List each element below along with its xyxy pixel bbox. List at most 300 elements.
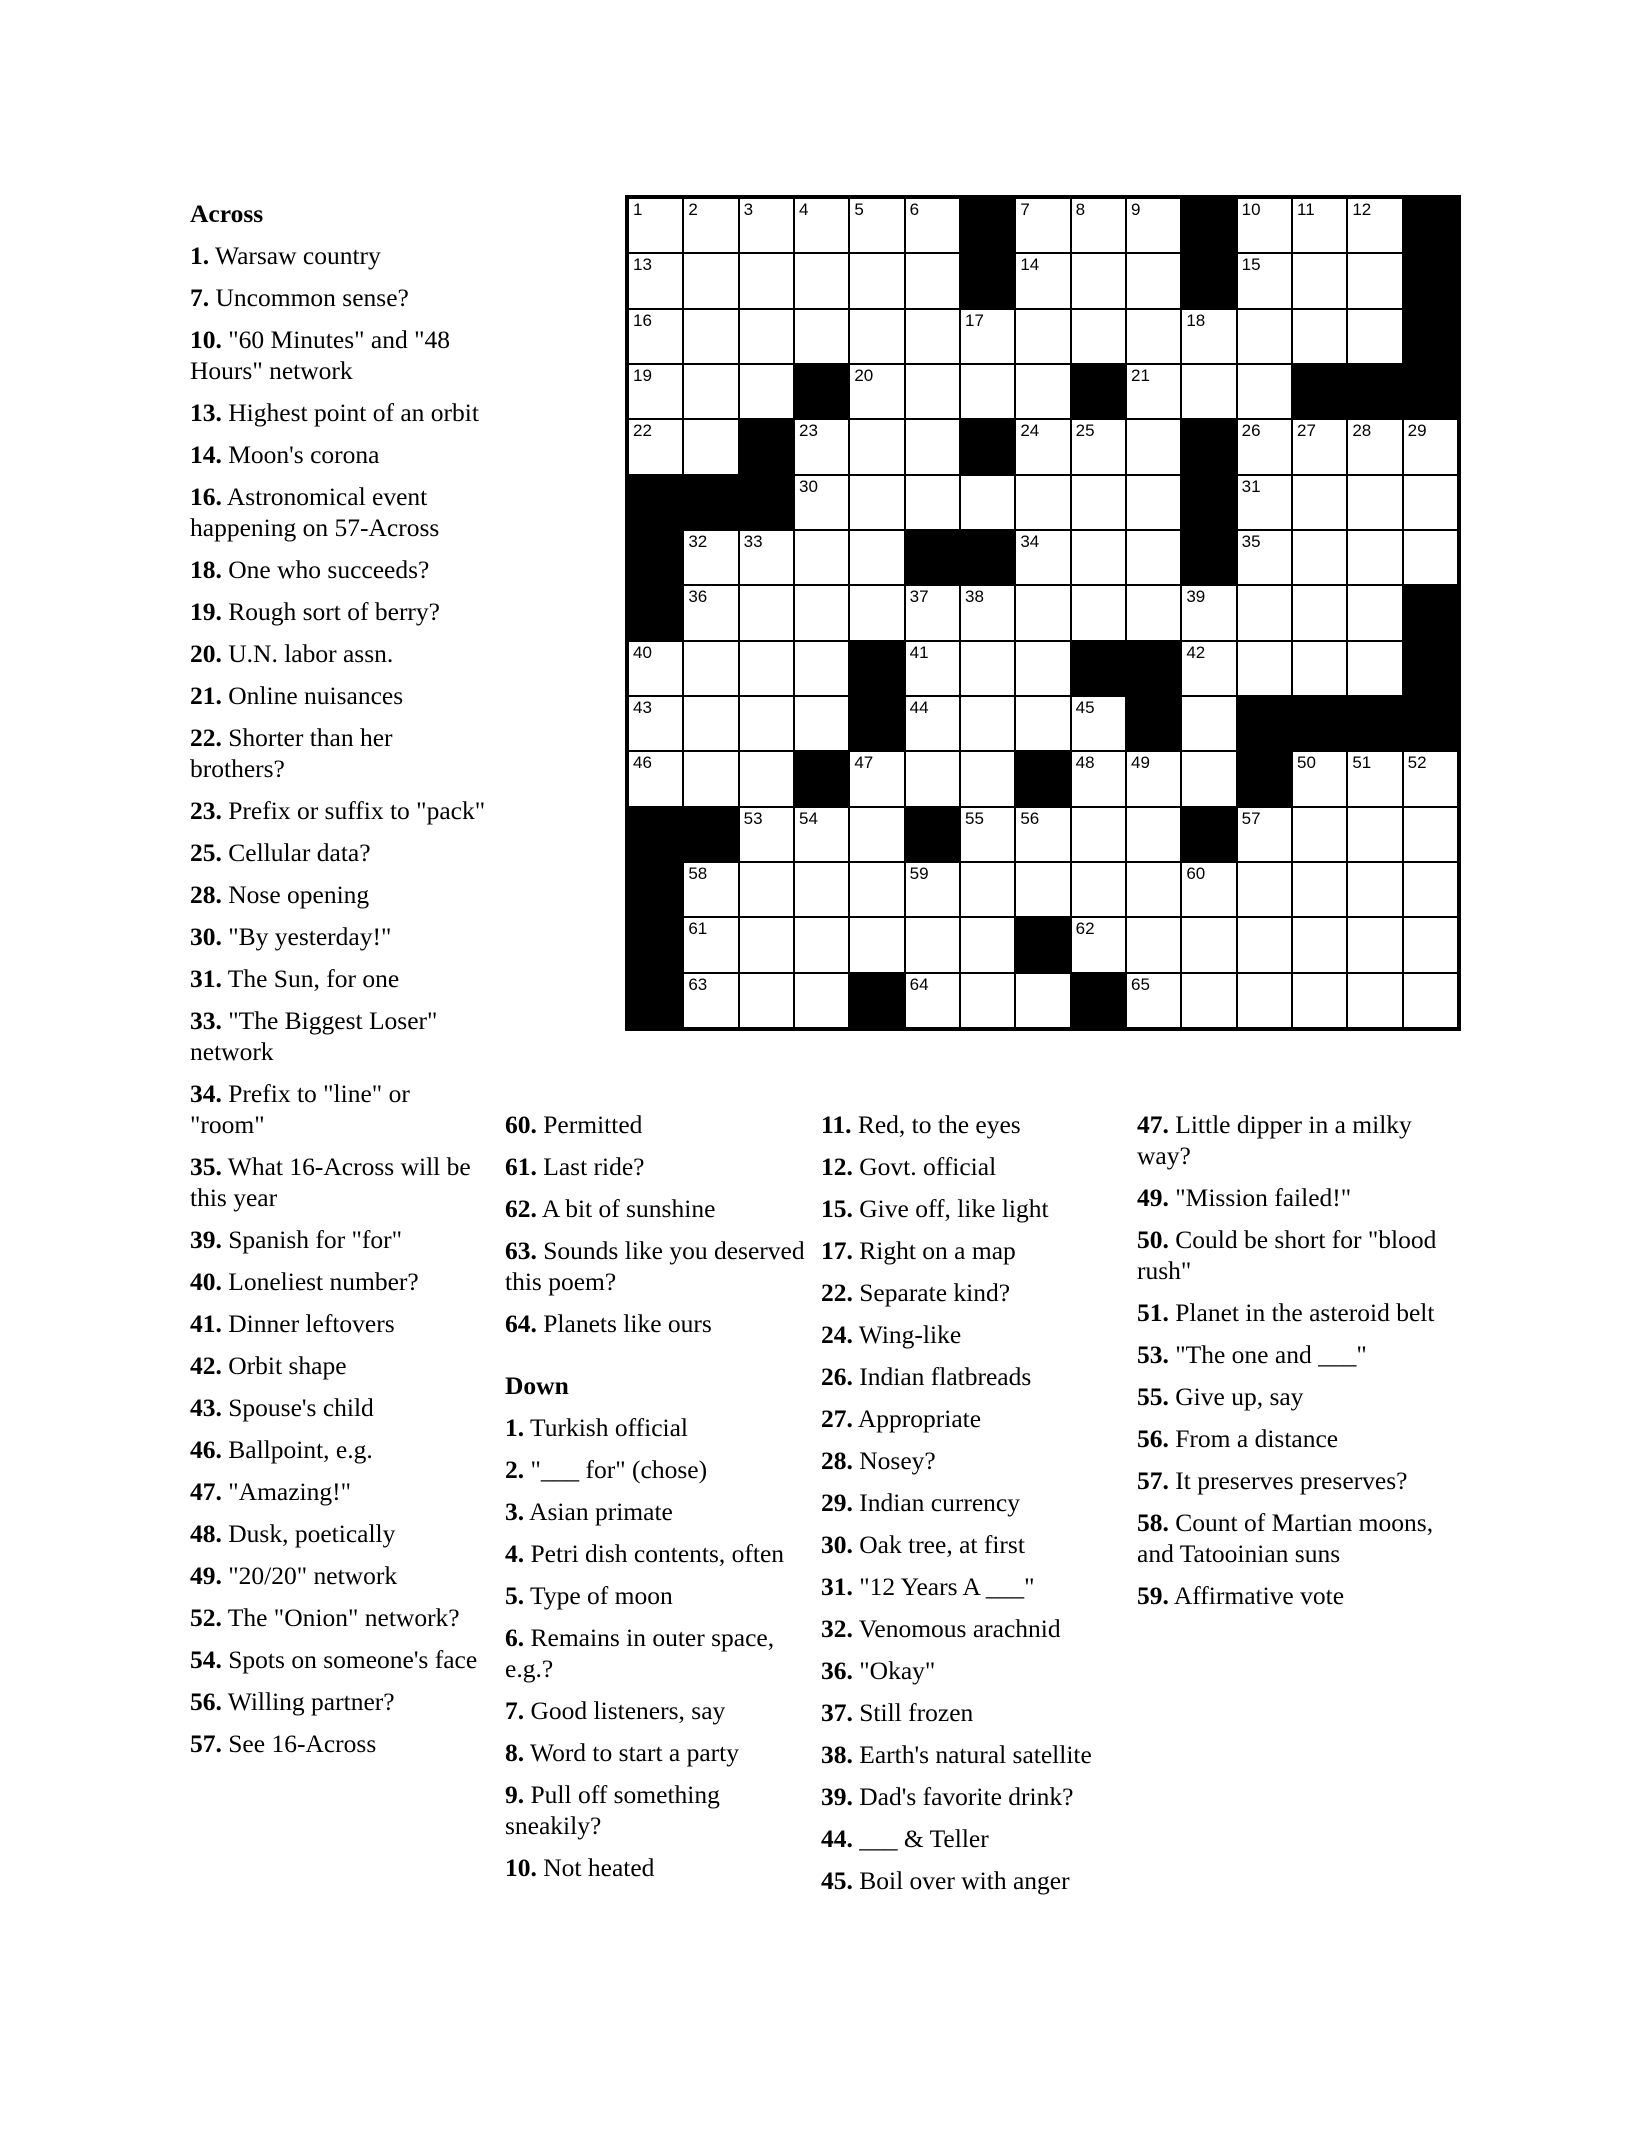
grid-cell[interactable] [683,862,738,917]
across-clue [190,324,490,386]
black-square [905,530,960,585]
grid-cell[interactable] [628,641,683,696]
black-square [794,751,849,806]
grid-cell[interactable] [849,530,904,585]
grid-cell[interactable] [794,696,849,751]
grid-cell[interactable] [960,309,1015,364]
grid-cell[interactable] [960,641,1015,696]
clue-text: "60 Minutes" and "48 Hours" network [190,325,451,385]
grid-cell[interactable] [1292,807,1347,862]
down-clue-list [505,1412,805,1883]
grid-cell[interactable] [1071,253,1126,308]
cell-number: 16 [633,310,652,330]
grid-cell[interactable] [960,862,1015,917]
across-clue [190,638,490,669]
grid-cell[interactable] [849,419,904,474]
grid-cell[interactable] [905,973,960,1028]
grid-cell[interactable] [849,364,904,419]
grid-cell[interactable] [739,641,794,696]
down-clue [821,1781,1121,1812]
black-square [683,807,738,862]
grid-cell[interactable] [1015,641,1070,696]
grid-cell[interactable] [1403,917,1458,972]
grid-cell[interactable] [1292,862,1347,917]
clue-number: 60. [505,1110,537,1139]
cell-number: 17 [965,310,984,330]
down-clue-list-continued [821,1109,1121,1896]
grid-cell[interactable] [1292,751,1347,806]
clue-text: Shorter than her brothers? [190,723,393,783]
grid-cell[interactable] [849,862,904,917]
grid-cell[interactable] [905,475,960,530]
across-clue [190,1392,490,1423]
grid-cell[interactable] [628,253,683,308]
grid-cell[interactable] [1237,862,1292,917]
grid-cell[interactable] [739,530,794,585]
clue-text: Right on a map [852,1236,1016,1265]
black-square [1403,198,1458,253]
grid-cell[interactable] [794,309,849,364]
grid-cell[interactable] [683,696,738,751]
grid-cell[interactable] [1237,585,1292,640]
grid-cell[interactable] [1292,309,1347,364]
across-clue [190,1644,490,1675]
grid-cell[interactable] [794,917,849,972]
grid-cell[interactable] [739,751,794,806]
clue-number: 22. [190,723,222,752]
grid-cell[interactable] [1015,696,1070,751]
grid-cell[interactable] [794,585,849,640]
grid-cell[interactable] [1126,309,1181,364]
grid-cell[interactable] [1181,696,1236,751]
clue-text: Separate kind? [852,1278,1011,1307]
clue-number: 58. [1137,1508,1169,1537]
grid-cell[interactable] [1181,309,1236,364]
grid-cell[interactable] [849,475,904,530]
grid-cell[interactable] [1181,917,1236,972]
clue-text: Indian currency [852,1488,1020,1517]
grid-cell[interactable] [905,419,960,474]
clue-number: 39. [821,1782,853,1811]
grid-cell[interactable] [683,198,738,253]
grid-cell[interactable] [1015,419,1070,474]
black-square [849,696,904,751]
cell-number: 30 [799,476,818,496]
grid-cell[interactable] [849,751,904,806]
down-clue [821,1193,1121,1224]
grid-cell[interactable] [905,198,960,253]
cell-number: 61 [688,919,708,939]
clue-text: See 16-Across [221,1729,377,1758]
grid-cell[interactable] [739,253,794,308]
grid-cell[interactable] [1292,641,1347,696]
grid-cell[interactable] [905,751,960,806]
cell-number: 29 [1407,421,1427,441]
clue-number: 34. [190,1079,222,1108]
black-square [1015,751,1070,806]
grid-cell[interactable] [794,253,849,308]
grid-cell[interactable] [739,973,794,1028]
clue-text: The Sun, for one [221,964,400,993]
clue-text: Petri dish contents, often [524,1539,785,1568]
grid-cell[interactable] [628,309,683,364]
clue-text: Indian flatbreads [852,1362,1032,1391]
clue-text: "The Biggest Loser" network [190,1006,438,1066]
grid-cell[interactable] [1347,585,1402,640]
cell-number: 27 [1297,421,1316,441]
down-clue [1137,1381,1437,1412]
clue-text: Oak tree, at first [852,1530,1025,1559]
grid-cell[interactable] [683,751,738,806]
grid-cell[interactable] [1015,862,1070,917]
grid-cell[interactable] [628,364,683,419]
grid-cell[interactable] [1347,309,1402,364]
grid-cell[interactable] [905,585,960,640]
grid-cell[interactable] [794,973,849,1028]
grid-cell[interactable] [1347,198,1402,253]
grid-cell[interactable] [1126,751,1181,806]
grid-cell[interactable] [960,585,1015,640]
grid-cell[interactable] [1347,641,1402,696]
grid-cell[interactable] [1071,917,1126,972]
grid-cell[interactable] [739,309,794,364]
grid-cell[interactable] [794,641,849,696]
grid-cell[interactable] [628,696,683,751]
down-clue [821,1739,1121,1770]
grid-cell[interactable] [683,530,738,585]
clue-text: Turkish official [524,1413,689,1442]
black-square [1181,530,1236,585]
down-clue [821,1403,1121,1434]
across-clue [505,1151,805,1182]
clue-text: Rough sort of berry? [221,597,440,626]
grid-cell[interactable] [1237,807,1292,862]
clues-column-4 [1137,1109,1437,1622]
clue-number: 42. [190,1351,222,1380]
grid-cell[interactable] [1237,309,1292,364]
grid-cell[interactable] [1347,253,1402,308]
clue-text: The "Onion" network? [221,1603,460,1632]
grid-cell[interactable] [1403,475,1458,530]
cell-number: 32 [688,532,708,551]
down-clue [1137,1423,1437,1454]
clue-text: Spouse's child [221,1393,374,1422]
cell-number: 21 [1131,366,1150,385]
grid-cell[interactable] [1347,973,1402,1028]
grid-cell[interactable] [1126,364,1181,419]
grid-cell[interactable] [739,364,794,419]
grid-cell[interactable] [1015,585,1070,640]
clue-text: "The one and ___" [1168,1340,1367,1369]
grid-cell[interactable] [905,917,960,972]
grid-cell[interactable] [1015,973,1070,1028]
grid-cell[interactable] [1181,862,1236,917]
across-clue [190,282,490,313]
grid-cell[interactable] [1126,198,1181,253]
across-clue [190,1350,490,1381]
grid-cell[interactable] [1347,807,1402,862]
grid-cell[interactable] [794,475,849,530]
clue-text: Venomous arachnid [852,1614,1061,1643]
clue-text: Asian primate [524,1497,673,1526]
clue-number: 14. [190,440,222,469]
grid-cell[interactable] [739,807,794,862]
clue-number: 9. [505,1780,525,1809]
grid-cell[interactable] [960,696,1015,751]
clue-text: Wing-like [852,1320,962,1349]
grid-cell[interactable] [1071,530,1126,585]
cell-number: 26 [1241,421,1261,441]
grid-cell[interactable] [1071,419,1126,474]
grid-cell[interactable] [1237,253,1292,308]
clue-text: Not heated [536,1853,655,1882]
across-clue [190,795,490,826]
grid-cell[interactable] [960,364,1015,419]
clue-number: 35. [190,1152,222,1181]
grid-cell[interactable] [960,475,1015,530]
grid-cell[interactable] [1015,253,1070,308]
cell-number: 5 [854,200,864,219]
grid-cell[interactable] [1292,530,1347,585]
clue-number: 25. [190,838,222,867]
cell-number: 15 [1241,255,1261,275]
grid-cell[interactable] [739,862,794,917]
grid-cell[interactable] [1237,419,1292,474]
cell-number: 45 [1075,698,1095,717]
clue-text: Word to start a party [524,1738,740,1767]
cell-number: 59 [909,864,929,883]
clue-number: 40. [190,1267,222,1296]
grid-cell[interactable] [1126,253,1181,308]
grid-cell[interactable] [683,641,738,696]
cell-number: 10 [1241,200,1261,219]
grid-cell[interactable] [1292,973,1347,1028]
clue-number: 54. [190,1645,222,1674]
grid-cell[interactable] [1126,973,1181,1028]
clue-text: Red, to the eyes [851,1110,1021,1139]
clue-number: 21. [190,681,222,710]
grid-cell[interactable] [849,253,904,308]
grid-cell[interactable] [1181,641,1236,696]
down-clue [821,1613,1121,1644]
grid-cell[interactable] [1292,475,1347,530]
grid-cell[interactable] [1071,585,1126,640]
grid-cell[interactable] [628,751,683,806]
grid-cell[interactable] [1126,862,1181,917]
grid-cell[interactable] [1126,585,1181,640]
black-square [1403,641,1458,696]
grid-cell[interactable] [794,807,849,862]
grid-cell[interactable] [849,807,904,862]
grid-cell[interactable] [1015,530,1070,585]
across-clue [190,397,490,428]
grid-cell[interactable] [1347,475,1402,530]
grid-cell[interactable] [1015,198,1070,253]
grid-cell[interactable] [628,198,683,253]
down-heading: Down [505,1371,569,1400]
across-clue [190,837,490,868]
cell-number: 56 [1020,808,1040,828]
grid-cell[interactable] [1237,641,1292,696]
grid-cell[interactable] [794,419,849,474]
grid-cell[interactable] [1181,751,1236,806]
clue-text: "12 Years A ___" [852,1572,1035,1601]
grid-cell[interactable] [1181,973,1236,1028]
clue-number: 48. [190,1519,222,1548]
grid-cell[interactable] [1292,917,1347,972]
clue-text: Uncommon sense? [209,283,409,312]
black-square [1237,696,1292,751]
cell-number: 57 [1241,808,1261,828]
grid-cell[interactable] [794,198,849,253]
clue-number: 30. [190,922,222,951]
cell-number: 31 [1241,476,1261,496]
grid-cell[interactable] [905,309,960,364]
grid-cell[interactable] [1071,807,1126,862]
grid-cell[interactable] [1126,475,1181,530]
grid-cell[interactable] [905,253,960,308]
grid-cell[interactable] [1181,364,1236,419]
grid-cell[interactable] [683,585,738,640]
across-clue [190,1560,490,1591]
grid-cell[interactable] [1347,751,1402,806]
grid-cell[interactable] [1071,696,1126,751]
grid-cell[interactable] [683,419,738,474]
grid-cell[interactable] [1292,253,1347,308]
grid-cell[interactable] [1015,309,1070,364]
grid-cell[interactable] [683,917,738,972]
clue-text: Willing partner? [221,1687,395,1716]
grid-cell[interactable] [1347,530,1402,585]
grid-cell[interactable] [1403,530,1458,585]
clue-number: 36. [821,1656,853,1685]
clue-number: 61. [505,1152,537,1181]
cell-number: 2 [688,200,698,219]
grid-cell[interactable] [683,364,738,419]
crossword-grid [625,195,1461,1031]
grid-cell[interactable] [1181,585,1236,640]
across-clue [505,1308,805,1339]
grid-cell[interactable] [1126,419,1181,474]
grid-cell[interactable] [739,917,794,972]
grid-cell[interactable] [1237,530,1292,585]
clue-text: Still frozen [852,1698,974,1727]
grid-cell[interactable] [1292,198,1347,253]
clue-number: 49. [190,1561,222,1590]
clue-number: 32. [821,1614,853,1643]
grid-cell[interactable] [739,198,794,253]
grid-cell[interactable] [628,419,683,474]
grid-cell[interactable] [1292,585,1347,640]
across-clue [190,1518,490,1549]
grid-cell[interactable] [1237,198,1292,253]
grid-cell[interactable] [1403,807,1458,862]
grid-cell[interactable] [1071,198,1126,253]
black-square [628,807,683,862]
clue-number: 18. [190,555,222,584]
grid-cell[interactable] [794,862,849,917]
grid-cell[interactable] [1403,751,1458,806]
across-clue [190,1476,490,1507]
clue-text: Spanish for "for" [221,1225,403,1254]
grid-cell[interactable] [849,198,904,253]
grid-cell[interactable] [1347,419,1402,474]
black-square [1403,696,1458,751]
grid-cell[interactable] [1347,917,1402,972]
grid-cell[interactable] [1071,475,1126,530]
clue-number: 38. [821,1740,853,1769]
grid-cell[interactable] [1126,917,1181,972]
grid-cell[interactable] [1347,862,1402,917]
grid-cell[interactable] [1403,862,1458,917]
clue-text: Permitted [536,1110,643,1139]
cell-number: 22 [633,421,652,441]
across-clue [190,240,490,271]
grid-cell[interactable] [1071,862,1126,917]
grid-cell[interactable] [1015,807,1070,862]
grid-cell[interactable] [1126,530,1181,585]
grid-cell[interactable] [905,364,960,419]
grid-cell[interactable] [849,585,904,640]
grid-cell[interactable] [1237,475,1292,530]
grid-cell[interactable] [1237,364,1292,419]
grid-cell[interactable] [794,530,849,585]
grid-cell[interactable] [960,973,1015,1028]
cell-number: 41 [909,642,929,662]
grid-cell[interactable] [739,696,794,751]
grid-cell[interactable] [960,917,1015,972]
grid-cell[interactable] [683,253,738,308]
grid-cell[interactable] [1237,973,1292,1028]
grid-cell[interactable] [1015,364,1070,419]
clue-text: "20/20" network [221,1561,398,1590]
grid-cell[interactable] [1071,751,1126,806]
clue-text: Good listeners, say [524,1696,726,1725]
grid-cell[interactable] [960,807,1015,862]
grid-cell[interactable] [1015,475,1070,530]
grid-cell[interactable] [683,309,738,364]
clues-column-3 [821,1109,1121,1907]
grid-cell[interactable] [1292,419,1347,474]
grid-cell[interactable] [1071,309,1126,364]
grid-cell[interactable] [1237,917,1292,972]
grid-cell[interactable] [739,585,794,640]
grid-cell[interactable] [905,696,960,751]
clue-text: Warsaw country [209,241,381,270]
clue-text: Prefix or suffix to "pack" [221,796,486,825]
grid-cell[interactable] [1403,419,1458,474]
grid-cell[interactable] [1126,807,1181,862]
across-clue [190,680,490,711]
down-clue [821,1277,1121,1308]
clue-number: 47. [190,1477,222,1506]
grid-cell[interactable] [1403,973,1458,1028]
down-clue [821,1445,1121,1476]
grid-cell[interactable] [960,751,1015,806]
down-clue [821,1235,1121,1266]
grid-cell[interactable] [905,862,960,917]
across-clue [190,1308,490,1339]
across-clue [190,1728,490,1759]
clue-number: 64. [505,1309,537,1338]
grid-cell[interactable] [849,309,904,364]
down-clue [821,1151,1121,1182]
grid-cell[interactable] [905,641,960,696]
grid-cell[interactable] [683,973,738,1028]
clue-text: Little dipper in a milky way? [1137,1110,1412,1170]
grid-cell[interactable] [849,917,904,972]
down-clue [505,1779,805,1841]
